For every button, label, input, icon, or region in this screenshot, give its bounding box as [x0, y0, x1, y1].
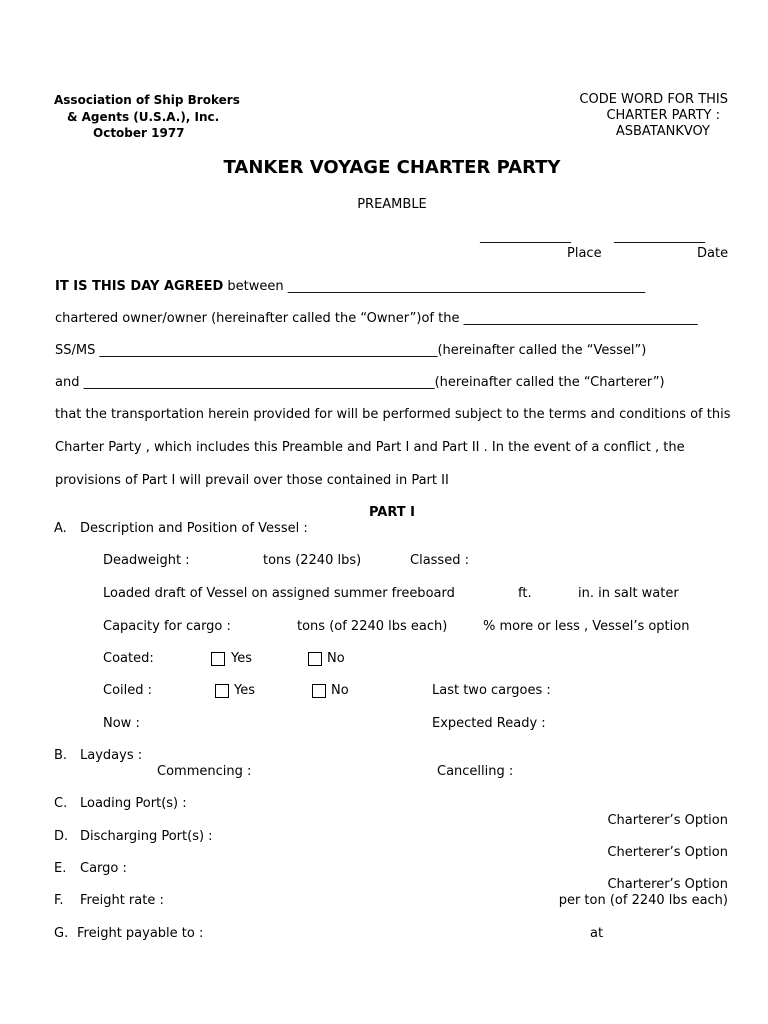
capacity-option: % more or less , Vessel’s option: [483, 619, 690, 634]
coated-no-checkbox[interactable]: [308, 652, 322, 666]
cargo-option: Charterer’s Option: [607, 877, 728, 892]
freight-payable-at: at: [590, 926, 604, 941]
discharging-ports-label: Discharging Port(s) :: [80, 829, 213, 844]
preamble-text-1: that the transportation herein provided for will be performed subject to the terms and conditions of this: [55, 407, 731, 422]
section-g-label: G.: [54, 926, 69, 941]
discharging-ports-option: Cherterer’s Option: [607, 845, 728, 860]
header-left-line-2: & Agents (U.S.A.), Inc.: [67, 110, 220, 124]
header-right-line-2: CHARTER PARTY :: [606, 108, 720, 123]
draft-label: Loaded draft of Vessel on assigned summer freeboard: [103, 586, 455, 601]
coated-yes-label: Yes: [231, 651, 252, 666]
deadweight-label: Deadweight :: [103, 553, 190, 568]
cargo-label: Cargo :: [80, 861, 127, 876]
section-b-label: B.: [54, 748, 68, 763]
section-f-label: F.: [54, 893, 64, 908]
part-one-heading: PART I: [368, 505, 416, 520]
header-left-line-3: October 1977: [93, 126, 185, 140]
capacity-label: Capacity for cargo :: [103, 619, 231, 634]
owner-line: chartered owner/owner (hereinafter called the “Owner”)of the ____________________________________: [55, 311, 698, 326]
freight-rate-label: Freight rate :: [80, 893, 164, 908]
agreed-line: [55, 279, 645, 295]
document-title: TANKER VOYAGE CHARTER PARTY: [223, 157, 561, 178]
loading-ports-option: Charterer’s Option: [607, 813, 728, 828]
expected-ready-label: Expected Ready :: [432, 716, 546, 731]
coated-yes-checkbox[interactable]: [211, 652, 225, 666]
agreed-bold: IT IS THIS DAY AGREED: [55, 279, 224, 294]
agreed-rest: between _______________________________________________________: [223, 279, 646, 294]
header-right-line-1: CODE WORD FOR THIS: [579, 92, 728, 107]
preamble-heading: PREAMBLE: [357, 197, 427, 212]
coated-no-label: No: [327, 651, 345, 666]
draft-ft: ft.: [518, 586, 532, 601]
date-label: Date: [697, 246, 729, 261]
last-two-cargoes-label: Last two cargoes :: [432, 683, 551, 698]
section-a-title: Description and Position of Vessel :: [80, 521, 308, 536]
date-blank: ______________: [614, 229, 705, 244]
section-d-label: D.: [54, 829, 69, 844]
freight-rate-unit: per ton (of 2240 lbs each): [558, 893, 728, 908]
loading-ports-label: Loading Port(s) :: [80, 796, 187, 811]
now-label: Now :: [103, 716, 140, 731]
preamble-text-3: provisions of Part I will prevail over those contained in Part II: [55, 473, 449, 488]
laydays-label: Laydays :: [80, 748, 143, 763]
classed-label: Classed :: [410, 553, 469, 568]
header-right-line-3: ASBATANKVOY: [615, 124, 710, 139]
cancelling-label: Cancelling :: [437, 764, 514, 779]
vessel-line: SS/MS ____________________________________________________(hereinafter called the “Vessel”): [55, 343, 647, 358]
coated-label: Coated:: [103, 651, 154, 666]
section-a-label: A.: [54, 521, 67, 536]
commencing-label: Commencing :: [157, 764, 252, 779]
place-blank: ______________: [480, 229, 571, 244]
deadweight-unit: tons (2240 lbs): [263, 553, 362, 568]
place-label: Place: [567, 246, 602, 261]
preamble-text-2: Charter Party , which includes this Preamble and Part I and Part II . In the event of a conflict , the: [55, 440, 685, 455]
coiled-label: Coiled :: [103, 683, 153, 698]
coiled-no-checkbox[interactable]: [312, 684, 326, 698]
coiled-yes-label: Yes: [234, 683, 255, 698]
section-e-label: E.: [54, 861, 67, 876]
header-left-line-1: Association of Ship Brokers: [54, 93, 240, 107]
charterer-line: and ______________________________________________________(hereinafter called the “Charterer”): [55, 375, 665, 390]
section-c-label: C.: [54, 796, 68, 811]
coiled-no-label: No: [331, 683, 349, 698]
coiled-yes-checkbox[interactable]: [215, 684, 229, 698]
capacity-unit: tons (of 2240 lbs each): [297, 619, 448, 634]
draft-in: in. in salt water: [578, 586, 679, 601]
freight-payable-label: Freight payable to :: [77, 926, 204, 941]
